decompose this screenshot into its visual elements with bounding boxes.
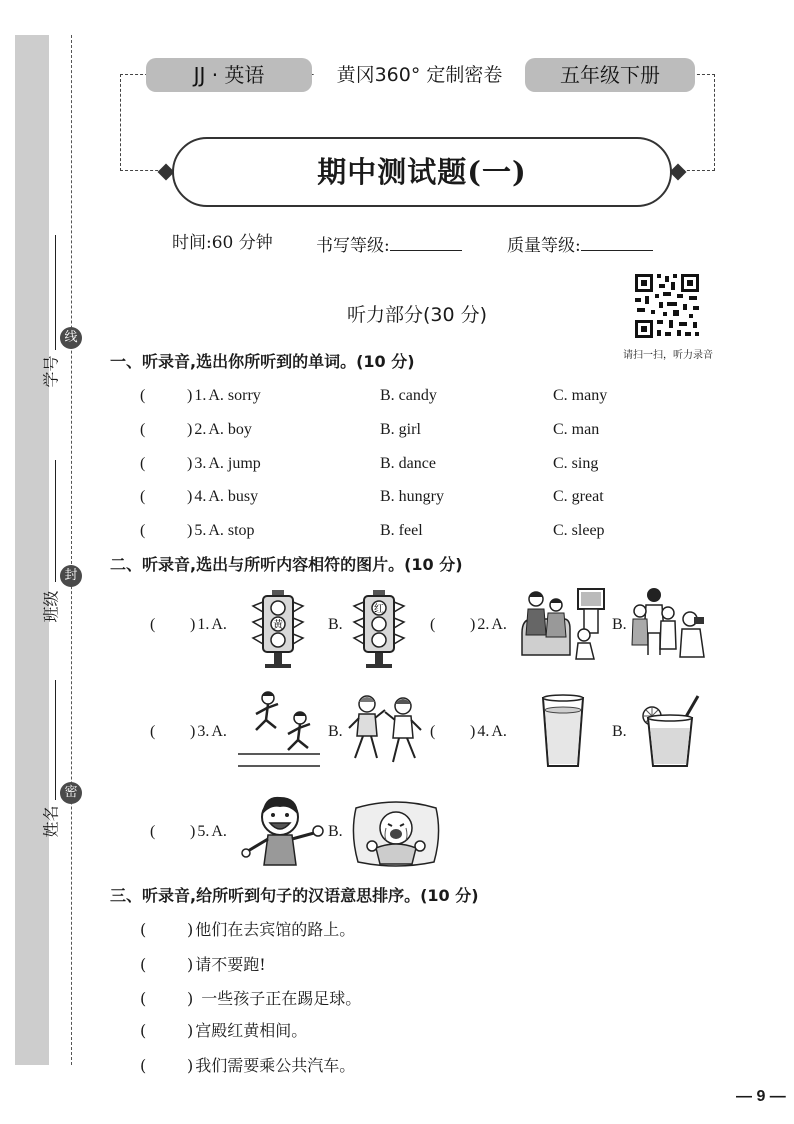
option-b-label: B. [612, 616, 627, 633]
s1-item-2 [187, 420, 252, 440]
item-number: 1. [194, 387, 207, 404]
answer-bracket-close: ) [187, 955, 194, 974]
answer-bracket-open: ( [150, 616, 156, 633]
item-number: 4. [477, 723, 490, 740]
answer-bracket-close: ) [190, 823, 196, 840]
qr-code-icon [633, 272, 701, 340]
answer-bracket-close: ) [470, 723, 476, 740]
option-b-label: B. [612, 723, 627, 740]
answer-bracket-open: ( [140, 522, 146, 539]
crying-baby-picture [350, 798, 442, 870]
answer-bracket-close: ) [187, 1021, 194, 1040]
running-kids-picture [238, 688, 320, 770]
option-a-label: A. [491, 723, 507, 740]
happy-boy-picture [240, 793, 330, 873]
option-a-label: A. [211, 823, 227, 840]
s3-item-3 [187, 989, 361, 1009]
s1-item-5 [187, 521, 255, 541]
answer-bracket-close: ) [187, 522, 193, 539]
qr-caption: 请扫一扫，听力录音 [623, 350, 713, 361]
s2-item-3 [190, 722, 227, 742]
quality-grade-blank [581, 232, 653, 251]
answer-bracket-open: ( [140, 455, 146, 472]
option-a: A. stop [208, 522, 255, 539]
s3-item-5 [187, 1056, 355, 1076]
name-label: 姓名 [41, 805, 61, 838]
answer-bracket-open: ( [140, 989, 147, 1008]
s1-item-4 [187, 487, 258, 507]
answer-bracket-open: ( [140, 387, 146, 404]
answer-bracket-close: ) [190, 616, 196, 633]
answer-bracket-close: ) [470, 616, 476, 633]
sentence-text: 一些孩子正在踢足球。 [201, 989, 362, 1008]
option-c: C. man [553, 421, 600, 438]
binding-margin [15, 35, 61, 1065]
title-banner [172, 137, 672, 207]
option-a: A. busy [208, 488, 259, 505]
group-photo-picture [628, 583, 714, 663]
item-number: 3. [194, 455, 207, 472]
section1-heading: 一、听录音,选出你所听到的单词。(10 分) [110, 352, 415, 371]
quality-grade [507, 232, 653, 257]
s1-item-3 [187, 454, 261, 474]
section2-heading: 二、听录音,选出与所听内容相符的图片。(10 分) [110, 555, 463, 574]
answer-bracket-open: ( [140, 488, 146, 505]
option-a: A. boy [208, 421, 252, 438]
option-a-label: A. [211, 723, 227, 740]
answer-bracket-open: ( [140, 421, 146, 438]
answer-bracket-close: ) [187, 488, 193, 505]
s3-item-4 [187, 1021, 307, 1041]
sentence-text: 请不要跑! [195, 955, 266, 974]
writing-grade-blank [390, 232, 462, 251]
option-b: B. feel [380, 522, 423, 539]
cut-line [71, 35, 72, 1065]
traffic-light-b-text: 红 [374, 604, 384, 615]
answer-bracket-close: ) [187, 455, 193, 472]
s2-item-4 [470, 722, 507, 742]
option-c: C. great [553, 488, 604, 505]
option-b-label: B. [328, 723, 343, 740]
seal-seal-mark: 封 [60, 565, 82, 587]
class-line [55, 460, 56, 582]
exam-time: 时间:60 分钟 [172, 233, 273, 253]
subject-tag: JJ · 英语 [146, 58, 312, 92]
item-number: 5. [194, 522, 207, 539]
class-label: 班级 [41, 590, 61, 623]
glass-of-juice-picture [638, 694, 702, 770]
answer-bracket-open: ( [140, 1056, 147, 1075]
writing-grade [316, 232, 462, 257]
s2-item-1 [190, 615, 227, 635]
glass-of-water-picture [540, 694, 586, 770]
option-a: A. jump [208, 455, 261, 472]
answer-bracket-close: ) [187, 421, 193, 438]
s2-item-2 [470, 615, 507, 635]
option-a-label: A. [211, 616, 227, 633]
option-b: B. hungry [380, 488, 444, 505]
answer-bracket-close: ) [187, 920, 194, 939]
listening-section-title: 听力部分(30 分) [346, 304, 488, 326]
option-a-label: A. [491, 616, 507, 633]
answer-bracket-open: ( [150, 723, 156, 740]
answer-bracket-open: ( [430, 616, 436, 633]
answer-bracket-open: ( [140, 1021, 147, 1040]
option-b: B. candy [380, 387, 437, 404]
section3-heading: 三、听录音,给所听到句子的汉语意思排序。(10 分) [110, 886, 479, 905]
option-b: B. girl [380, 421, 421, 438]
option-b-label: B. [328, 823, 343, 840]
traffic-light-a-text: 黄 [273, 620, 283, 631]
item-number: 4. [194, 488, 207, 505]
option-c: C. sleep [553, 522, 605, 539]
student-id-label: 学号 [41, 355, 61, 388]
page-number: — 9 — [736, 1088, 786, 1105]
traffic-light-yellow-picture [243, 588, 313, 668]
answer-bracket-open: ( [140, 955, 147, 974]
s3-item-1 [187, 920, 355, 940]
seal-line-mark: 线 [60, 327, 82, 349]
series-title: 黄冈360° 定制密卷 [314, 58, 525, 92]
answer-bracket-open: ( [150, 823, 156, 840]
sentence-text: 他们在去宾馆的路上。 [195, 920, 356, 939]
answer-bracket-close: ) [187, 387, 193, 404]
answer-bracket-close: ) [190, 723, 196, 740]
item-number: 2. [477, 616, 490, 633]
s1-item-1 [187, 386, 261, 406]
item-number: 3. [197, 723, 210, 740]
grade-tag: 五年级下册 [525, 58, 695, 92]
writing-grade-label: 书写等级: [316, 236, 390, 256]
option-c: C. sing [553, 455, 599, 472]
item-number: 2. [194, 421, 207, 438]
item-number: 1. [197, 616, 210, 633]
item-number: 5. [197, 823, 210, 840]
option-b-label: B. [328, 616, 343, 633]
s3-item-2 [187, 955, 266, 975]
student-id-line [55, 235, 56, 350]
traffic-light-red-picture [344, 588, 414, 668]
answer-bracket-open: ( [430, 723, 436, 740]
answer-bracket-open: ( [140, 920, 147, 939]
name-line [55, 680, 56, 800]
dancing-kids-picture [345, 692, 425, 770]
option-a: A. sorry [208, 387, 261, 404]
option-c: C. many [553, 387, 608, 404]
quality-grade-label: 质量等级: [507, 236, 581, 256]
sentence-text: 宫殿红黄相间。 [195, 1021, 308, 1040]
sentence-text: 我们需要乘公共汽车。 [195, 1056, 356, 1075]
answer-bracket-close: ) [187, 1056, 194, 1075]
seal-secret-mark: 密 [60, 782, 82, 804]
answer-bracket-close: ) [187, 989, 194, 1008]
option-b: B. dance [380, 455, 436, 472]
s2-item-5 [190, 822, 227, 842]
family-watching-tv-picture [518, 583, 608, 663]
page-title: 期中测试题(一) [317, 155, 527, 189]
